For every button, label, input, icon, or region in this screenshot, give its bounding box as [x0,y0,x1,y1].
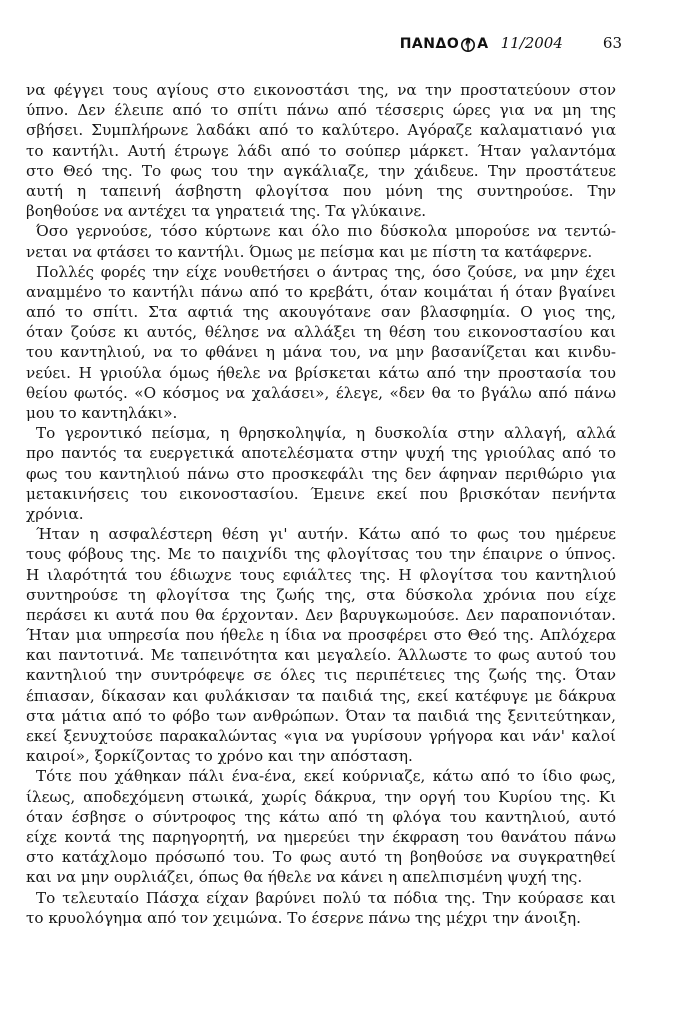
text-line: από το σπίτι. Στα αφτιά της ακουγότανε σαν βλασφημία. Ο γιος της, [26,303,616,322]
text-line: νεύει. Η γριούλα όμως ήθελε να βρίσκεται κάτω από την προστασία του [26,363,616,382]
text-line: αυτή η ταπεινή άσβηστη φλογίτσα που μόνη της συντηρούσε. Την [26,181,616,200]
text-line: βοηθούσε να αντέχει τα γηρατειά της. Τα γλύκαινε. [26,202,427,221]
text-line: προ παντός τα ευεργετικά αποτελέσματα στην ψυχή της γριούλας από το [26,444,616,463]
text-line: στα μάτια από το φόβο των ανθρώπων. Όταν τα παιδιά της ξενιτεύτηκαν, [26,706,616,725]
text-line: Η ιλαρότητά του έδιωχνε τους εφιάλτες της. Η φλογίτσα του καντηλιού [26,565,616,584]
page-number: 63 [602,34,622,52]
paragraph [26,888,616,928]
text-line: και να μην ουρλιάζει, όπως θα ήθελε να κάνει η απελπισμένη ψυχή της. [26,868,583,887]
text-line: χρόνια. [26,504,84,523]
text-line: συντηρούσε τη φλογίτσα της ζωής της, στα δύσκολα χρόνια που είχε [26,585,616,604]
text-line: καντηλιού την συντρόφεψε σε όλες τις περιπέτειες της ζωής της. Όταν [26,666,616,685]
text-line: το καντήλι. Αυτή έτρωγε λάδι από το σούπερ μάρκετ. Ήταν γαλαντόμα [26,141,616,160]
paragraph [26,80,616,221]
article-text [26,80,616,928]
paragraph [26,221,616,261]
text-line: στο Θεό της. Το φως του την αγκάλιαζε, την χάιδευε. Την προστάτευε [26,161,616,180]
text-line: τους φόβους της. Με το παιχνίδι της φλογίτσας του την έπαιρνε ο ύπνος. [26,545,616,564]
text-line: είχε κοντά της παρηγορητή, να ημερεύει την έκφραση του θανάτου πάνω [26,827,616,846]
text-line: έπιασαν, δίκασαν και φυλάκισαν τα παιδιά της, εκεί κατέφυγε με δάκρυα [26,686,616,705]
text-line: σβήσει. Συμπλήρωνε λαδάκι από το καλύτερο. Αγόραζε καλαματιανό για [26,121,616,140]
issue-date: 11/2004 [500,34,563,52]
text-line: νεται να φτάσει το καντήλι. Όμως με πείσμα και με πίστη τα κατάφερνε. [26,242,593,261]
text-line: Το γεροντικό πείσμα, η θρησκοληψία, η δυσκολία στην αλλαγή, αλλά [36,424,616,443]
text-line: φως του καντηλιού πάνω στο προσκεφάλι της δεν άφηναν περιθώριο για [26,464,616,483]
text-line: περάσει κι αυτά που θα έρχονταν. Δεν βαρυγκωμούσε. Δεν παραπονιόταν. [26,605,616,624]
text-line: αναμμένο το καντήλι πάνω από το κρεβάτι, όταν κοιμάται ή όταν βγαίνει [26,282,616,301]
text-line: εκεί ξενυχτούσε παρακαλώντας «για να γυρίσουν γρήγορα και νάν' καλοί [26,727,616,745]
text-line: όταν ζούσε κι αυτός, θέλησε να αλλάξει τη θέση του εικονοστασίου και [26,323,616,342]
text-line: το κρυολόγημα από τον χειμώνα. Το έσερνε πάνω της μέχρι την άνοιξη. [26,908,581,927]
text-line: στο κατάχλομο πρόσωπό του. Το φως αυτό τη βοηθούσε να συγκρατηθεί [26,848,616,867]
text-line: όταν έσβησε ο σύντροφος της κάτω από τη φλόγα του καντηλιού, αυτό [26,807,616,826]
paragraph [26,262,616,424]
text-line: Ήταν μια υπηρεσία που ήθελε η ίδια να προσφέρει στο Θεό της. Απλόχερα [26,626,616,645]
text-line: να φέγγει τους αγίους στο εικονοστάσι της, να την προστατεύουν στον [26,81,616,99]
paragraph [26,524,616,766]
magazine-name-start: ΠΑΝΔΟ [399,36,460,52]
paragraph [26,766,616,887]
text-line: και παντοτινά. Με ταπεινότητα και μεγαλείο. Άλλωστε το φως αυτού του [26,646,616,665]
text-line: ύπνο. Δεν έλειπε από το σπίτι πάνω από τέσσερις ώρες για να μη της [26,101,616,120]
text-line: μετακινήσεις του εικονοστασίου. Έμεινε εκεί που βρισκόταν πενήντα [26,484,616,503]
running-header [380,34,622,58]
magazine-name-end: Α [477,36,489,52]
text-line: Ήταν η ασφαλέστερη θέση γι' αυτήν. Κάτω από το φως του ημέρευε [36,525,616,544]
text-line: Πολλές φορές την είχε νουθετήσει ο άντρας της, όσο ζούσε, να μην έχει [36,262,616,281]
text-line: καιροί», ξορκίζοντας το χρόνο και την απόσταση. [26,747,413,766]
flame-logo-icon [460,36,476,52]
text-line: του καντηλιού, να το φθάνει η μάνα του, να μην βασανίζεται και κινδυ- [26,343,616,362]
magazine-name [400,36,489,52]
text-line: Το τελευταίο Πάσχα είχαν βαρύνει πολύ τα πόδια της. Την κούρασε και [36,888,616,907]
text-line: ίλεως, αποδεχόμενη στωικά, χωρίς δάκρυα, την οργή του Κυρίου της. Κι [26,787,616,806]
paragraph [26,423,616,524]
text-line: θείου φωτός. «Ο κόσμος να χαλάσει», έλεγε, «δεν θα το βγάλω από πάνω [26,383,616,402]
text-line: μου το καντηλάκι». [26,404,178,422]
text-line: Όσο γερνούσε, τόσο κύρτωνε και όλο πιο δύσκολα μπορούσε να τεντώ- [36,222,616,241]
text-line: Τότε που χάθηκαν πάλι ένα-ένα, εκεί κούρνιαζε, κάτω από το ίδιο φως, [36,767,616,786]
